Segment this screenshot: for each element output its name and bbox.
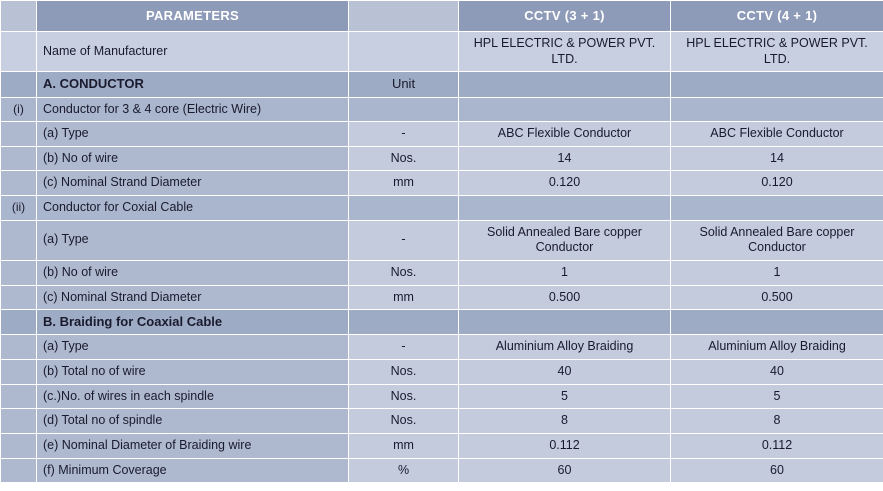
cell-value-cctv-4-1: 5 — [671, 384, 883, 409]
cell-index — [1, 72, 37, 97]
cell-parameter: (a) Type — [37, 122, 349, 147]
cell-unit: Nos. — [349, 260, 459, 285]
cell-value-cctv-3-1: Solid Annealed Bare copper Conductor — [459, 220, 671, 260]
cell-index — [1, 433, 37, 458]
cell-value-cctv-4-1: Aluminium Alloy Braiding — [671, 335, 883, 360]
table-row-subheading — [1, 196, 883, 221]
cell-value-cctv-4-1: 0.120 — [671, 171, 883, 196]
cell-index — [1, 220, 37, 260]
cell-parameter: (a) Type — [37, 220, 349, 260]
cell-value-cctv-4-1: 1 — [671, 260, 883, 285]
cell-unit: - — [349, 335, 459, 360]
cell-unit: mm — [349, 433, 459, 458]
table-row-section — [1, 72, 883, 97]
cell-index — [1, 285, 37, 310]
cell-unit: Nos. — [349, 146, 459, 171]
cell-value-cctv-4-1: ABC Flexible Conductor — [671, 122, 883, 147]
cell-value-cctv-4-1: HPL ELECTRIC & POWER PVT. LTD. — [671, 32, 883, 72]
cell-unit: mm — [349, 285, 459, 310]
table-header-row — [1, 1, 883, 32]
cell-value-cctv-3-1 — [459, 196, 671, 221]
cell-unit: Nos. — [349, 384, 459, 409]
cell-parameter: (c) Nominal Strand Diameter — [37, 285, 349, 310]
header-cctv-4-1: CCTV (4 + 1) — [671, 1, 883, 32]
cell-parameter: (e) Nominal Diameter of Braiding wire — [37, 433, 349, 458]
cell-value-cctv-3-1: 14 — [459, 146, 671, 171]
cell-index: (i) — [1, 97, 37, 122]
cell-index — [1, 409, 37, 434]
cell-unit: - — [349, 122, 459, 147]
cell-parameter: (b) No of wire — [37, 260, 349, 285]
cell-value-cctv-3-1: 0.500 — [459, 285, 671, 310]
cell-value-cctv-4-1: 0.500 — [671, 285, 883, 310]
cell-value-cctv-3-1: 0.120 — [459, 171, 671, 196]
cell-parameter: (a) Type — [37, 335, 349, 360]
table-row — [1, 458, 883, 483]
cell-index — [1, 122, 37, 147]
cell-parameter: (c.)No. of wires in each spindle — [37, 384, 349, 409]
table-row — [1, 146, 883, 171]
cell-index — [1, 335, 37, 360]
cell-unit: Unit — [349, 72, 459, 97]
cell-value-cctv-3-1: 60 — [459, 458, 671, 483]
table-row — [1, 384, 883, 409]
table-row-subheading — [1, 97, 883, 122]
cell-value-cctv-3-1: 8 — [459, 409, 671, 434]
cell-value-cctv-4-1 — [671, 310, 883, 335]
cell-parameter: (d) Total no of spindle — [37, 409, 349, 434]
cell-index — [1, 360, 37, 385]
table-row — [1, 260, 883, 285]
cell-unit — [349, 32, 459, 72]
cell-index — [1, 32, 37, 72]
cell-value-cctv-3-1: 1 — [459, 260, 671, 285]
cell-value-cctv-3-1: 40 — [459, 360, 671, 385]
cell-index — [1, 310, 37, 335]
cell-value-cctv-3-1: Aluminium Alloy Braiding — [459, 335, 671, 360]
cell-parameter: Conductor for 3 & 4 core (Electric Wire) — [37, 97, 349, 122]
cell-unit — [349, 310, 459, 335]
cell-unit: - — [349, 220, 459, 260]
cell-value-cctv-4-1 — [671, 97, 883, 122]
cell-value-cctv-3-1 — [459, 97, 671, 122]
cell-unit: Nos. — [349, 409, 459, 434]
cell-value-cctv-4-1: 8 — [671, 409, 883, 434]
cell-index — [1, 260, 37, 285]
cell-value-cctv-3-1 — [459, 310, 671, 335]
header-unit — [349, 1, 459, 32]
cell-index — [1, 146, 37, 171]
cell-value-cctv-3-1: ABC Flexible Conductor — [459, 122, 671, 147]
table-row-section — [1, 310, 883, 335]
cell-unit — [349, 196, 459, 221]
header-parameters: PARAMETERS — [37, 1, 349, 32]
table-row — [1, 335, 883, 360]
table-row — [1, 171, 883, 196]
cell-value-cctv-4-1: Solid Annealed Bare copper Conductor — [671, 220, 883, 260]
cell-index: (ii) — [1, 196, 37, 221]
header-cctv-3-1: CCTV (3 + 1) — [459, 1, 671, 32]
cell-parameter: Conductor for Coxial Cable — [37, 196, 349, 221]
cell-value-cctv-3-1: 0.112 — [459, 433, 671, 458]
cell-value-cctv-3-1: 5 — [459, 384, 671, 409]
cell-index — [1, 458, 37, 483]
cell-unit: Nos. — [349, 360, 459, 385]
cell-index — [1, 171, 37, 196]
table-row — [1, 122, 883, 147]
cell-unit: % — [349, 458, 459, 483]
cell-parameter: A. CONDUCTOR — [37, 72, 349, 97]
cell-parameter: (c) Nominal Strand Diameter — [37, 171, 349, 196]
table-row — [1, 285, 883, 310]
cell-parameter: (f) Minimum Coverage — [37, 458, 349, 483]
table-row — [1, 360, 883, 385]
cell-index — [1, 384, 37, 409]
cell-value-cctv-4-1: 40 — [671, 360, 883, 385]
cell-value-cctv-4-1 — [671, 72, 883, 97]
cell-unit: mm — [349, 171, 459, 196]
cell-value-cctv-3-1 — [459, 72, 671, 97]
table-row — [1, 433, 883, 458]
table-row-manufacturer — [1, 32, 883, 72]
table-row — [1, 220, 883, 260]
table-body — [1, 32, 883, 483]
cell-parameter: Name of Manufacturer — [37, 32, 349, 72]
cell-value-cctv-4-1: 60 — [671, 458, 883, 483]
cell-value-cctv-3-1: HPL ELECTRIC & POWER PVT. LTD. — [459, 32, 671, 72]
table-row — [1, 409, 883, 434]
cell-parameter: B. Braiding for Coaxial Cable — [37, 310, 349, 335]
cell-value-cctv-4-1 — [671, 196, 883, 221]
cell-parameter: (b) No of wire — [37, 146, 349, 171]
cell-parameter: (b) Total no of wire — [37, 360, 349, 385]
header-index — [1, 1, 37, 32]
cell-value-cctv-4-1: 14 — [671, 146, 883, 171]
cell-value-cctv-4-1: 0.112 — [671, 433, 883, 458]
cell-unit — [349, 97, 459, 122]
